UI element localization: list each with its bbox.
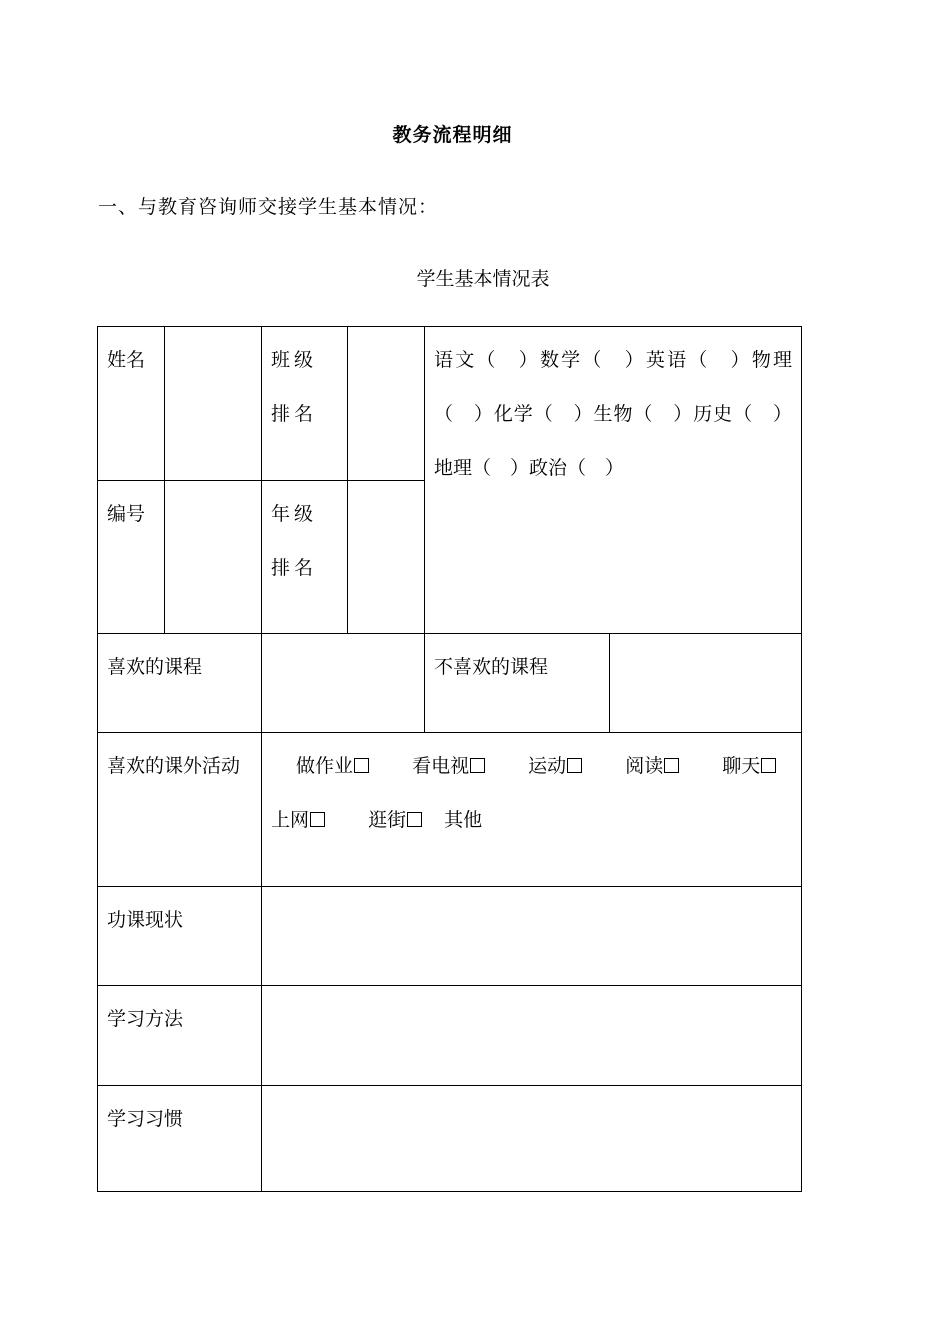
study-method-value-cell[interactable]: [262, 986, 802, 1086]
checkbox-icon[interactable]: [470, 758, 485, 773]
activities-cell: [262, 733, 802, 887]
checkbox-icon[interactable]: [761, 758, 776, 773]
grade-rank-label: 年级排名: [271, 503, 318, 579]
student-info-table: [97, 326, 802, 1192]
name-label: 姓名: [107, 349, 146, 371]
class-rank-label-cell: [262, 327, 348, 481]
table-caption: 学生基本情况表: [416, 268, 550, 290]
name-label-cell: [98, 327, 165, 481]
disliked-courses-label: 不喜欢的课程: [434, 656, 549, 678]
number-value-cell[interactable]: [165, 481, 262, 634]
activity-internet[interactable]: 上网: [271, 793, 325, 847]
grade-rank-value-cell[interactable]: [348, 481, 425, 634]
checkbox-icon[interactable]: [567, 758, 582, 773]
activities-label-cell: [98, 733, 262, 887]
activity-reading[interactable]: 阅读: [625, 739, 679, 793]
study-habit-label-cell: [98, 1086, 262, 1192]
activity-chatting[interactable]: 聊天: [722, 739, 776, 793]
number-label: 编号: [107, 503, 146, 525]
class-rank-label: 班级排名: [271, 349, 318, 425]
grade-rank-label-cell: [262, 481, 348, 634]
disliked-courses-label-cell: [425, 634, 610, 733]
activity-other[interactable]: 其他: [444, 809, 483, 831]
number-label-cell: [98, 481, 165, 634]
checkbox-icon[interactable]: [354, 758, 369, 773]
section-heading: 一、与教育咨询师交接学生基本情况：: [98, 196, 439, 218]
activity-sports[interactable]: 运动: [528, 739, 582, 793]
activities-list: [271, 739, 792, 847]
liked-courses-label: 喜欢的课程: [107, 656, 203, 678]
document-title: 教务流程明细: [392, 124, 513, 146]
liked-courses-value-cell[interactable]: [262, 634, 425, 733]
study-method-label: 学习方法: [107, 1008, 184, 1030]
class-rank-value-cell[interactable]: [348, 327, 425, 481]
activity-tv[interactable]: 看电视: [412, 739, 485, 793]
homework-status-label: 功课现状: [107, 909, 184, 931]
homework-status-value-cell[interactable]: [262, 887, 802, 986]
liked-courses-label-cell: [98, 634, 262, 733]
disliked-courses-value-cell[interactable]: [610, 634, 802, 733]
study-habit-label: 学习习惯: [107, 1108, 184, 1130]
subjects-cell: [425, 327, 802, 634]
checkbox-icon[interactable]: [407, 812, 422, 827]
study-habit-value-cell[interactable]: [262, 1086, 802, 1192]
subjects-text: 语文（ ）数学（ ）英语（ ）物理（ ）化学（ ）生物（ ）历史（ ）地理（ ）政治（ ）: [434, 349, 793, 479]
checkbox-icon[interactable]: [664, 758, 679, 773]
study-method-label-cell: [98, 986, 262, 1086]
activity-homework[interactable]: 做作业: [296, 739, 369, 793]
homework-status-label-cell: [98, 887, 262, 986]
activity-shopping[interactable]: 逛街: [368, 793, 422, 847]
checkbox-icon[interactable]: [310, 812, 325, 827]
activities-label: 喜欢的课外活动: [107, 755, 241, 777]
name-value-cell[interactable]: [165, 327, 262, 481]
